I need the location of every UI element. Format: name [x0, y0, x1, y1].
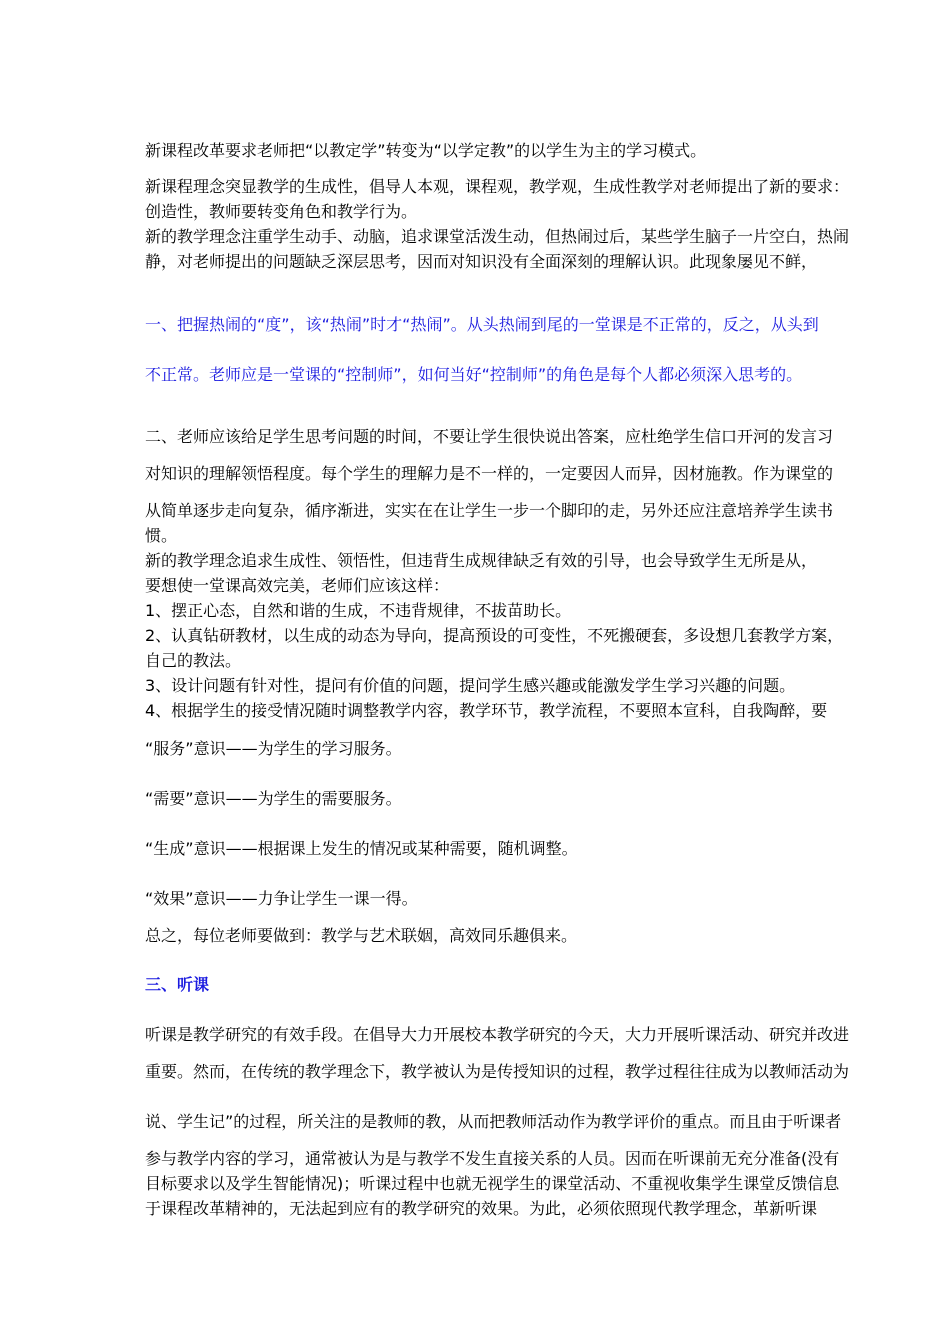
paragraph-line: 新的教学理念追求生成性、领悟性，但违背生成规律缺乏有效的引导，也会导致学生无所是从，: [145, 551, 818, 570]
highlight-line-2: 不正常。老师应是一堂课的“控制师”，如何当好“控制师”的角色是每个人都必须深入思考的。: [145, 365, 803, 384]
paragraph-line: 新的教学理念注重学生动手、动脑，追求课堂活泼生动，但热闹过后，某些学生脑子一片空白，热闹: [145, 227, 850, 246]
list-item-4: 4、根据学生的接受情况随时调整教学内容，教学环节，教学流程，不要照本宣科，自我陶醉，要: [145, 701, 828, 720]
list-item-2: 2、认真钻研教材，以生成的动态为导向，提高预设的可变性，不死搬硬套，多设想几套教学方案，: [145, 626, 844, 645]
paragraph-line: 对知识的理解领悟程度。每个学生的理解力是不一样的，一定要因人而异，因材施教。作为课堂的: [145, 464, 834, 483]
paragraph-line: 惯。: [145, 526, 178, 545]
paragraph-line: 目标要求以及学生智能情况)；听课过程中也就无视学生的课堂活动、不重视收集学生课堂反馈信息: [145, 1174, 840, 1193]
paragraph-line: 于课程改革精神的，无法起到应有的教学研究的效果。为此，必须依照现代教学理念，革新听课: [145, 1199, 818, 1218]
awareness-need: “需要”意识——为学生的需要服务。: [145, 789, 402, 808]
awareness-generation: “生成”意识——根据课上发生的情况或某种需要，随机调整。: [145, 839, 578, 858]
paragraph-intro: 新课程改革要求老师把“以教定学”转变为“以学定教”的以学生为主的学习模式。: [145, 141, 707, 160]
list-item-3: 3、设计问题有针对性，提问有价值的问题，提问学生感兴趣或能激发学生学习兴趣的问题。: [145, 676, 796, 695]
paragraph-line: 重要。然而，在传统的教学理念下，教学被认为是传授知识的过程，教学过程往往成为以教师活动为: [145, 1062, 850, 1081]
paragraph-line: 从简单逐步走向复杂，循序渐进，实实在在让学生一步一个脚印的走，另外还应注意培养学生读书: [145, 501, 834, 520]
paragraph-line: 二、老师应该给足学生思考问题的时间，不要让学生很快说出答案，应杜绝学生信口开河的发言习: [145, 427, 834, 446]
section-heading-listening: 三、听课: [145, 975, 210, 994]
awareness-service: “服务”意识——为学生的学习服务。: [145, 739, 402, 758]
paragraph-line: 新课程理念突显教学的生成性，倡导人本观，课程观，教学观，生成性教学对老师提出了新的要求：: [145, 177, 850, 196]
paragraph-line: 创造性，教师要转变角色和教学行为。: [145, 202, 418, 221]
awareness-effect: “效果”意识——力争让学生一课一得。: [145, 889, 418, 908]
highlight-line-1: 一、把握热闹的“度”，该“热闹”时才“热闹”。从头热闹到尾的一堂课是不正常的，反之，从头到: [145, 315, 819, 334]
paragraph-line: 静，对老师提出的问题缺乏深层思考，因而对知识没有全面深刻的理解认识。此现象屡见不鲜，: [145, 252, 818, 271]
paragraph-line: 参与教学内容的学习，通常被认为是与教学不发生直接关系的人员。因而在听课前无充分准备(没有: [145, 1149, 840, 1168]
paragraph-line: 听课是教学研究的有效手段。在倡导大力开展校本教学研究的今天，大力开展听课活动、研究并改进: [145, 1025, 850, 1044]
paragraph-line: 要想使一堂课高效完美，老师们应该这样：: [145, 576, 450, 595]
paragraph-line: 说、学生记”的过程，所关注的是教师的教，从而把教师活动作为教学评价的重点。而且由于听课者: [145, 1112, 842, 1131]
list-item-2-cont: 自己的教法。: [145, 651, 242, 670]
summary-line: 总之，每位老师要做到：教学与艺术联姻，高效同乐趣俱来。: [145, 926, 578, 945]
list-item-1: 1、摆正心态，自然和谐的生成，不违背规律，不拔苗助长。: [145, 601, 572, 620]
